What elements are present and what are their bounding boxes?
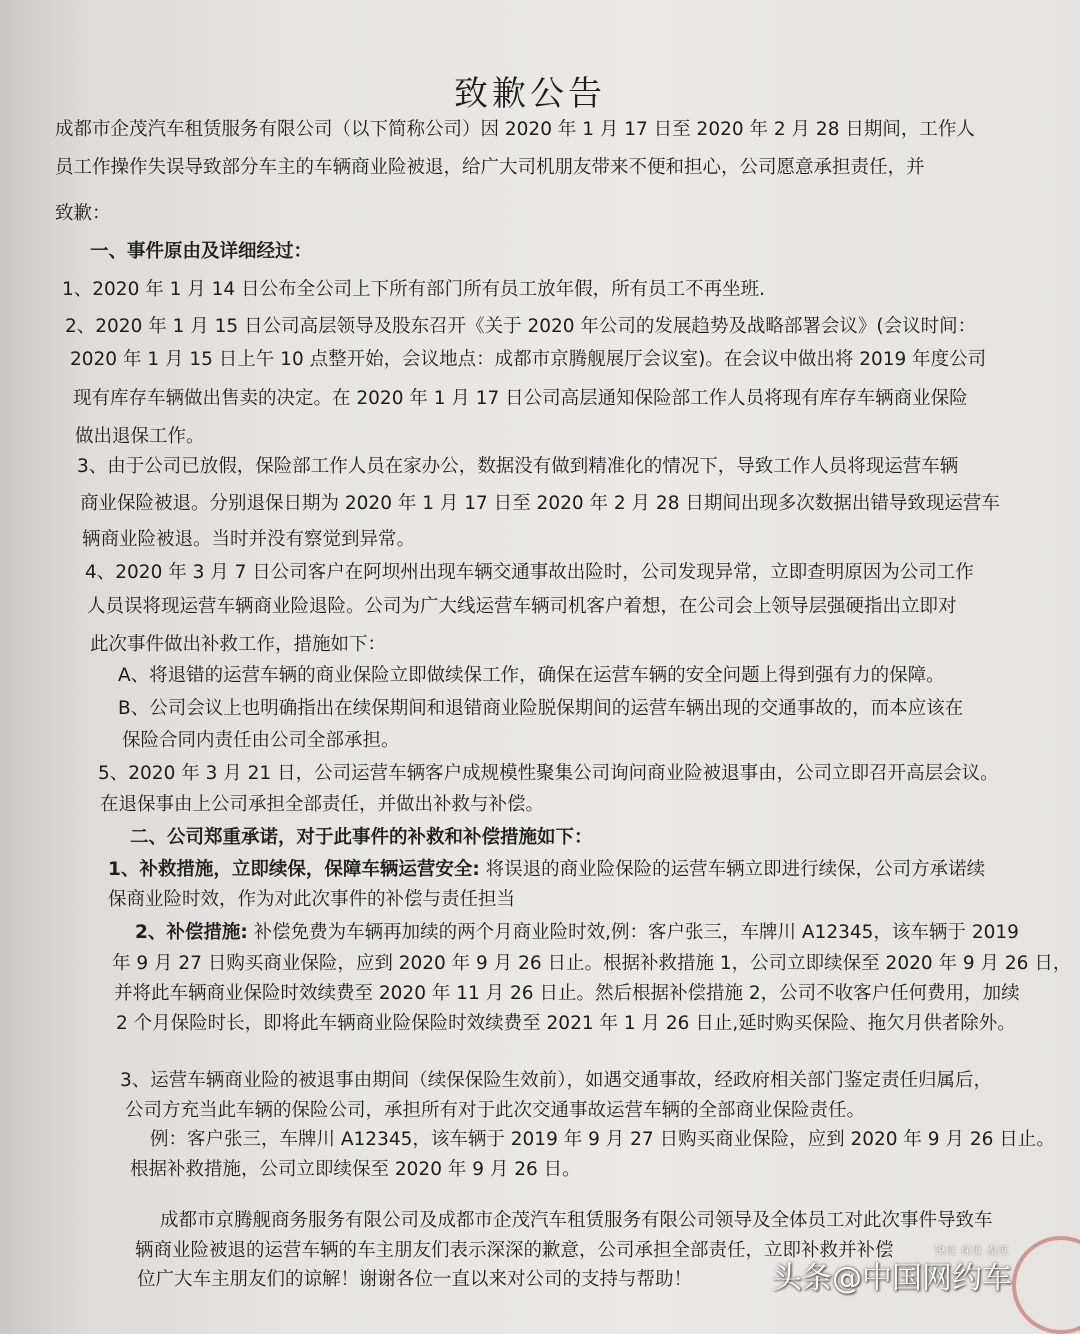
text-line: 公司方充当此车辆的保险公司，承担所有对于此次交通事故运营车辆的全部商业保险责任。	[125, 1100, 866, 1121]
line-text: 补偿免费为车辆再加续的两个月商业险时效,例：客户张三，车牌川 A12345，该车辆于 2019	[247, 922, 1019, 943]
text-line: A、将退错的运营车辆的商业保险立即做续保工作，确保在运营车辆的安全问题上得到强有力的保障。	[118, 665, 945, 686]
text-line	[108, 858, 985, 882]
red-seal-stamp	[1012, 1236, 1080, 1334]
text-line: 成都市企茂汽车租赁服务有限公司（以下简称公司）因 2020 年 1 月 17 日至 2020 年 2 月 28 日期间，工作人	[55, 119, 975, 140]
notice-title: 致歉公告	[454, 74, 606, 114]
text-line: 年 9 月 27 日购买商业保险，应到 2020 年 9 月 26 日止。根据补救措施 1，公司立即续保至 2020 年 9 月 26 日，	[112, 953, 1072, 974]
line-text: 将误退的商业险保险的运营车辆立即进行续保，公司方承诺续	[479, 859, 986, 880]
text-line: 二、公司郑重承诺，对于此事件的补救和补偿措施如下：	[130, 827, 593, 848]
text-line: 辆商业险被退。当时并没有察觉到异常。	[82, 529, 416, 550]
text-line: 2 个月保险时长，即将此车辆商业险保险时效续费至 2021 年 1 月 26 日止,延时购买保险、拖欠月供者除外。	[116, 1013, 1016, 1034]
text-line: 做出退保工作。	[75, 426, 205, 447]
text-line: 员工作操作失误导致部分车主的车辆商业险被退，给广大司机朋友带来不便和担心，公司愿意承担责任，并	[55, 157, 925, 178]
text-line: 2020 年 1 月 15 日上午 10 点整开始，会议地点：成都市京腾舰展厅会议室)。在会议中做出将 2019 年度公司	[70, 349, 987, 370]
text-line: 4、2020 年 3 月 7 日公司客户在阿坝州出现车辆交通事故出险时，公司发现异常，立即查明原因为公司工作	[85, 562, 974, 583]
text-line: 保险合同内责任由公司全部承担。	[122, 730, 400, 751]
text-line: 成都市京腾舰商务服务有限公司及成都市企茂汽车租赁服务有限公司领导及全体员工对此次事件导致车	[160, 1210, 993, 1231]
text-line: 一、事件原由及详细经过：	[90, 241, 313, 262]
text-line: 根据补救措施，公司立即续保至 2020 年 9 月 26 日。	[130, 1159, 581, 1180]
text-line: 在退保事由上公司承担全部责任，并做出补救与补偿。	[100, 794, 545, 815]
line-bold-label: 2、补偿措施:	[135, 922, 248, 943]
text-line: 3、由于公司已放假，保险部工作人员在家办公，数据没有做到精准化的情况下，导致工作人员将现运营车辆	[77, 456, 959, 477]
line-bold-label: 1、补救措施，立即续保，保障车辆运营安全:	[108, 859, 480, 880]
text-line: B、公司会议上也明确指出在续保期间和退错商业险脱保期间的运营车辆出现的交通事故的，而本应该在	[118, 698, 964, 719]
text-line: 现有库存车辆做出售卖的决定。在 2020 年 1 月 17 日公司高层通知保险部工作人员将现有库存车辆商业保险	[73, 388, 968, 409]
text-line: 2、2020 年 1 月 15 日公司高层领导及股东召开《关于 2020 年公司的发展趋势及战略部署会议》(会议时间：	[65, 316, 977, 337]
text-line: 例：客户张三，车牌川 A12345，该车辆于 2019 年 9 月 27 日购买商业保险，应到 2020 年 9 月 26 日止。	[150, 1129, 1055, 1150]
text-line: 3、运营车辆商业险的被退事由期间（续保保险生效前），如遇交通事故，经政府相关部门鉴定责任归属后，	[120, 1070, 993, 1091]
text-line: 致歉：	[55, 203, 111, 224]
text-line: 此次事件做出补救工作，措施如下：	[90, 634, 387, 655]
watermark-slogan: 锐度 深度 温度	[935, 1246, 1010, 1257]
text-line: 辆商业险被退的运营车辆的车主朋友们表示深深的歉意，公司承担全部责任，立即补救并补偿	[135, 1240, 894, 1261]
text-line: 位广大车主朋友们的谅解！谢谢各位一直以来对公司的支持与帮助！	[137, 1269, 693, 1290]
text-line: 商业保险被退。分别退保日期为 2020 年 1 月 17 日至 2020 年 2 月 28 日期间出现多次数据出错导致现运营车	[80, 493, 1000, 514]
text-line: 并将此车辆商业保险时效续费至 2020 年 11 月 26 日止。然后根据补偿措施 2，公司不收客户任何费用，加续	[114, 983, 1020, 1004]
watermark: 头条@中国网约车	[772, 1261, 1012, 1296]
text-line: 5、2020 年 3 月 21 日，公司运营车辆客户成规模性聚集公司询问商业险被退事由，公司立即召开高层会议。	[98, 763, 999, 784]
text-line: 1、2020 年 1 月 14 日公布全公司上下所有部门所有员工放年假，所有员工不再坐班.	[62, 279, 765, 300]
text-line	[135, 921, 1019, 945]
text-line: 人员误将现运营车辆商业险退险。公司为广大线运营车辆司机客户着想，在公司会上领导层强硬指出立即对	[87, 596, 957, 617]
text-line: 保商业险时效，作为对此次事件的补偿与责任担当	[108, 889, 516, 910]
